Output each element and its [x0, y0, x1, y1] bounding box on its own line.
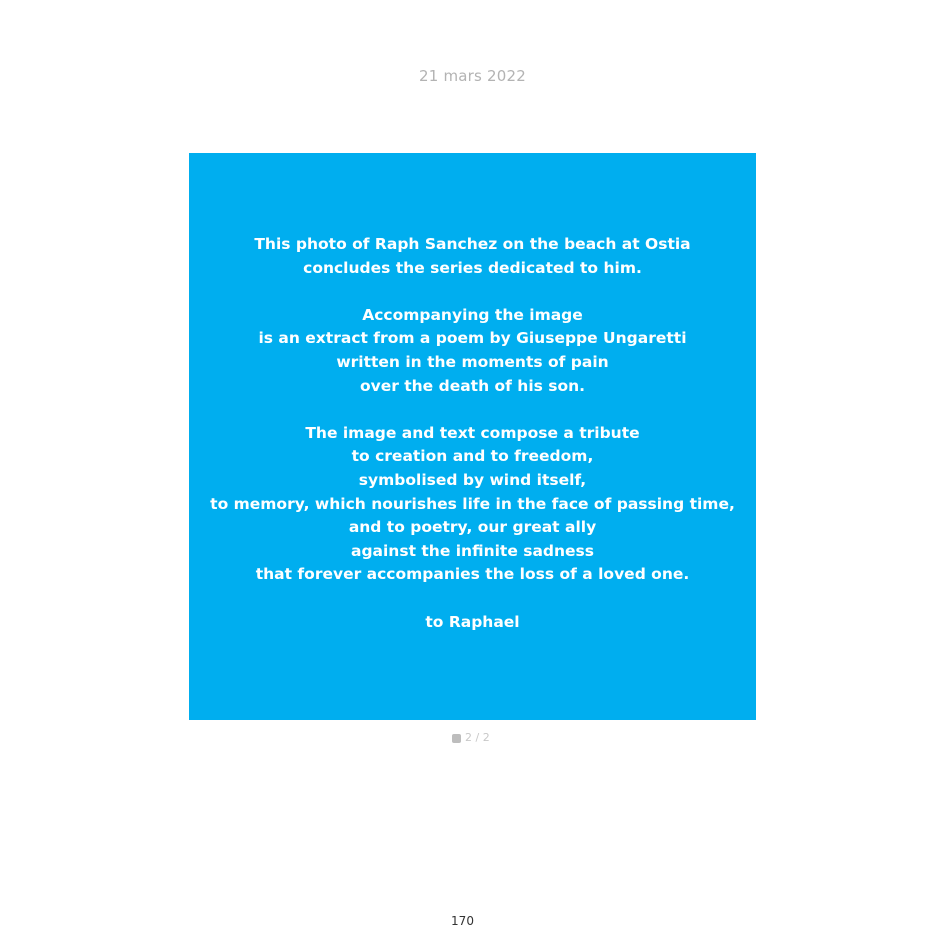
page-number: 170 [451, 914, 474, 928]
panel-line: that forever accompanies the loss of a loved one. [255, 565, 690, 584]
panel-line: symbolised by wind itself, [358, 470, 587, 489]
panel-line: This photo of Raph Sanchez on the beach at Ostia [254, 235, 691, 253]
panel-line: to creation and to freedom, [351, 447, 594, 466]
gallery-icon [452, 734, 461, 743]
panel-line: to memory, which nourishes life in the face of passing time, [210, 494, 735, 513]
panel-line: against the infinite sadness [350, 541, 595, 560]
panel-text [0, 233, 945, 634]
gallery-counter-text: 2 / 2 [465, 731, 490, 744]
post-date: 21 mars 2022 [419, 67, 526, 85]
paragraph-spacer [0, 398, 945, 422]
panel-line: and to poetry, our great ally [348, 518, 597, 537]
panel-line: The image and text compose a tribute [305, 423, 640, 442]
panel-line: written in the moments of pain [336, 352, 609, 371]
gallery-counter[interactable] [452, 731, 490, 744]
paragraph-spacer [0, 280, 945, 304]
panel-line-dedication: to Raphael [425, 612, 520, 631]
panel-line: is an extract from a poem by Giuseppe Ungaretti [258, 329, 687, 348]
panel-line: concludes the series dedicated to him. [303, 258, 642, 277]
paragraph-spacer [0, 587, 945, 611]
panel-line: Accompanying the image [362, 305, 583, 324]
panel-line: over the death of his son. [359, 376, 586, 395]
